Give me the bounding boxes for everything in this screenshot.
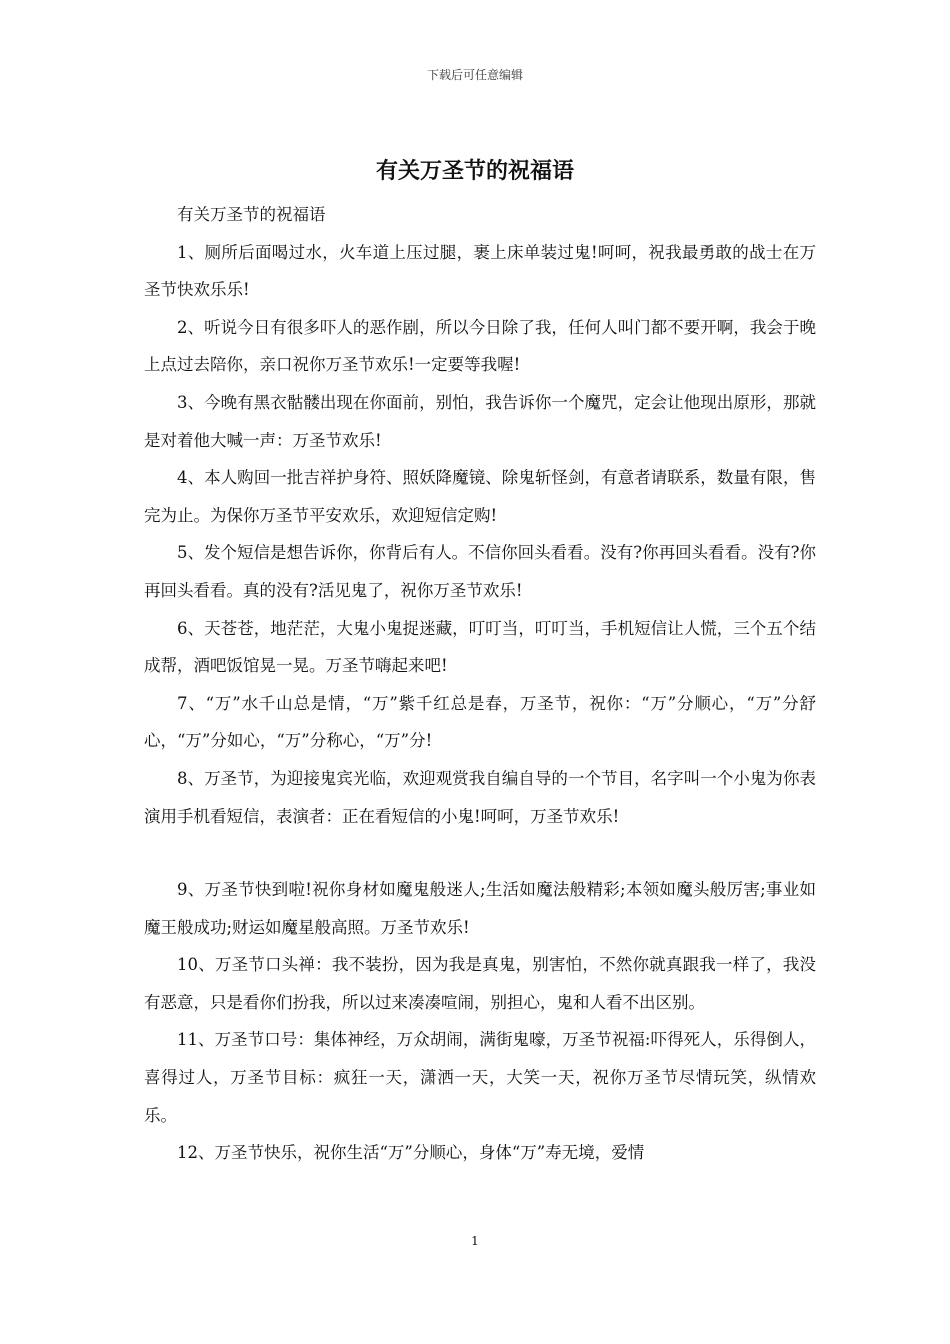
paragraph-9: 9、万圣节快到啦!祝你身材如魔鬼般迷人;生活如魔法般精彩;本领如魔头般厉害;事业如魔王般成功;财运如魔星般高照。万圣节欢乐! (144, 880, 816, 937)
document-subtitle: 有关万圣节的祝福语 (177, 205, 326, 224)
paragraph-5: 5、发个短信是想告诉你，你背后有人。不信你回头看看。没有?你再回头看看。没有?你再回头看看。真的没有?活见鬼了，祝你万圣节欢乐! (144, 543, 816, 600)
paragraph-4: 4、本人购回一批吉祥护身符、照妖降魔镜、除鬼斩怪剑，有意者请联系，数量有限，售完为止。为保你万圣节平安欢乐，欢迎短信定购! (144, 468, 816, 525)
paragraph-6: 6、天苍苍，地茫茫，大鬼小鬼捉迷藏，叮叮当，叮叮当，手机短信让人慌，三个五个结成帮，酒吧饭馆晃一晃。万圣节嗨起来吧! (144, 618, 816, 676)
paragraph-12: 12、万圣节快乐，祝你生活“万”分顺心，身体“万”寿无境，爱情 (177, 1143, 645, 1163)
paragraph-1: 1、厕所后面喝过水，火车道上压过腿，裹上床单装过鬼!呵呵，祝我最勇敢的战士在万圣节快欢乐乐! (144, 242, 816, 300)
document-title: 有关万圣节的祝福语 (375, 158, 574, 184)
paragraph-11: 11、万圣节口号：集体神经，万众胡闹，满街鬼嚎，万圣节祝福:吓得死人，乐得倒人，喜得过人，万圣节目标：疯狂一天，潇洒一天，大笑一天，祝你万圣节尽情玩笑，纵情欢乐。 (144, 1030, 816, 1125)
paragraph-10: 10、万圣节口头禅：我不装扮，因为我是真鬼，别害怕，不然你就真跟我一样了，我没有恶意，只是看你们扮我，所以过来凑凑喧闹，别担心，鬼和人看不出区别。 (144, 955, 816, 1012)
paragraph-3: 3、今晚有黑衣骷髅出现在你面前，别怕，我告诉你一个魔咒，定会让他现出原形，那就是对着他大喊一声：万圣节欢乐! (144, 392, 816, 450)
page-number: 1 (471, 1234, 479, 1248)
document-body (144, 196, 816, 1172)
paragraph-7: 7、“万”水千山总是情，“万”紫千红总是春，万圣节，祝你：“万”分顺心，“万”分舒心，“万”分如心，“万”分称心，“万”分! (144, 693, 816, 751)
paragraph-8: 8、万圣节，为迎接鬼宾光临，欢迎观赏我自编自导的一个节目，名字叫一个小鬼为你表演用手机看短信，表演者：正在看短信的小鬼!呵呵，万圣节欢乐! (144, 768, 816, 826)
paragraph-2: 2、听说今日有很多吓人的恶作剧，所以今日除了我，任何人叫门都不要开啊，我会于晚上点过去陪你，亲口祝你万圣节欢乐!一定要等我喔! (144, 317, 816, 375)
page-header-note: 下载后可任意编辑 (426, 68, 523, 82)
